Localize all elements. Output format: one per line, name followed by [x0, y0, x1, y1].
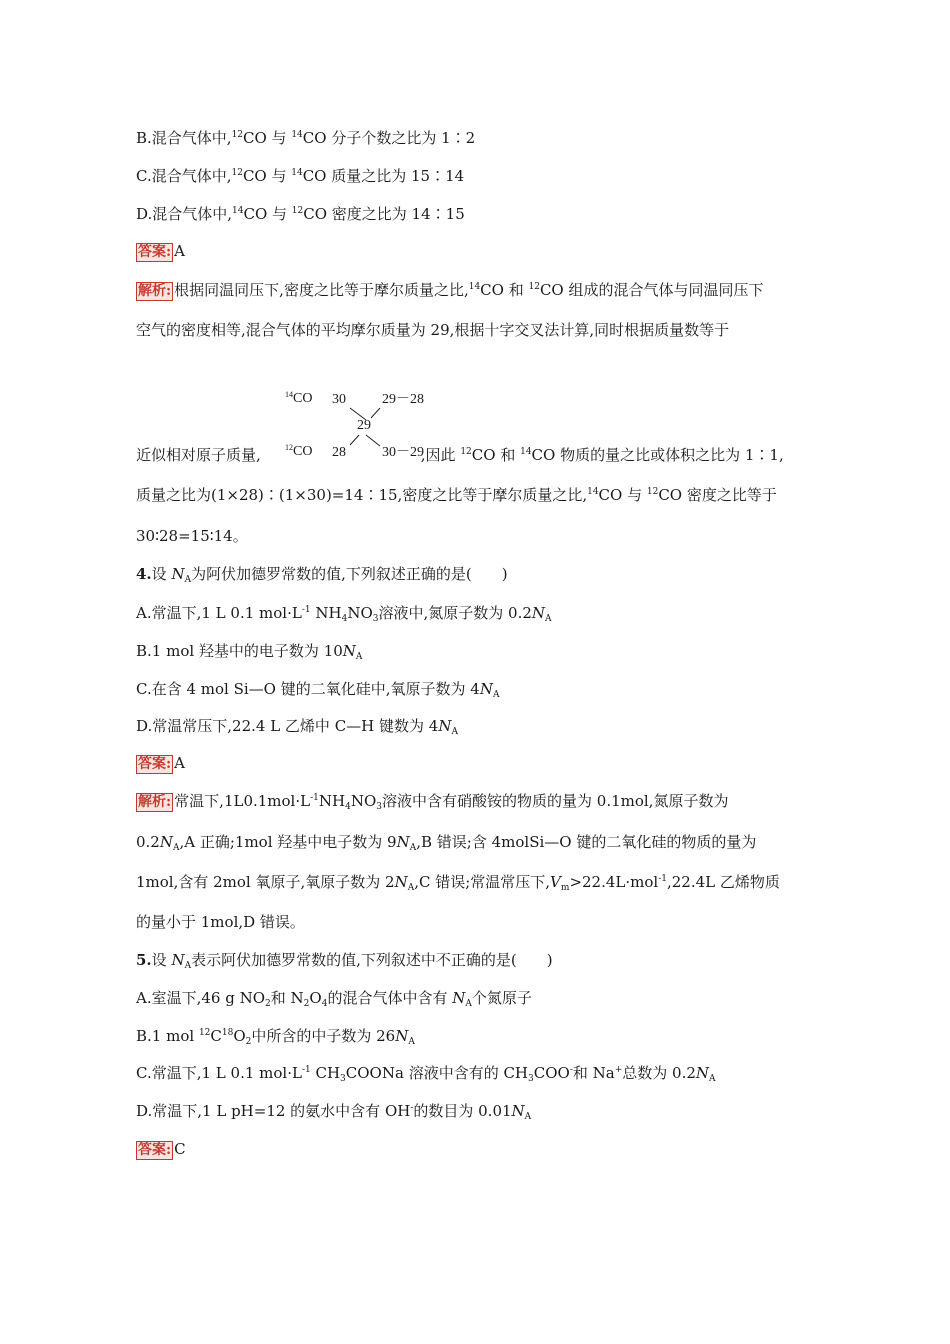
- q5-answer: 答案: C: [138, 1140, 186, 1158]
- analysis-label: 解析:: [138, 794, 172, 810]
- diagram-top-right: 29－28: [382, 392, 424, 407]
- q4-analysis-line-2: $0.2N_A,A$ 正确;1mol 羟基中电子数为 $9N_A,B$ 错误;含 4molSi—O 键的二氧化硅的物质的量为: [136, 833, 757, 853]
- q4-analysis-line-1: 解析: 常温下$,1L0.1mol\cdot L^{-1}NH_4NO_3$溶液中含有硝酸铵的物质的量为 0.1mol,氮原子数为: [138, 792, 729, 812]
- q3-analysis-line-3: 近似相对原子质量, ,因此 $^{12}$CO 和 $^{14}$CO 物质的量之比或体积之比为 1∶1,: [136, 446, 784, 464]
- q4-option-b: B.1 mol 羟基中的电子数为 $10N_A$: [136, 642, 363, 662]
- q3-option-c: C.混合气体中,$^{12}$CO 与 $^{14}$CO 质量之比为 15∶14: [136, 167, 465, 185]
- q4-option-d: D.常温常压下,22.4 L 乙烯中 C—H 键数为 $4N_A$: [136, 717, 458, 737]
- q4-analysis-line-4: 的量小于 1mol,D 错误。: [136, 913, 305, 931]
- answer-label: 答案:: [138, 756, 172, 772]
- answer-label: 答案:: [138, 1142, 172, 1158]
- q4-option-c: C.在含 4 mol Si—O 键的二氧化硅中,氧原子数为 $4N_A$: [136, 680, 500, 700]
- diagram-top-species: $^{14}$CO: [285, 390, 313, 406]
- q5-option-a: A.室温下,46 g $NO_2$和 $N_2O_4$的混合气体中含有 $N_A$个氮原子: [136, 989, 532, 1009]
- diagram-bottom-left: 28: [332, 445, 346, 460]
- q4-answer: 答案: A: [138, 754, 186, 772]
- analysis-label: 解析:: [138, 283, 172, 299]
- q3-analysis-line-5: 30∶28=15∶14。: [136, 527, 248, 545]
- diagram-top-left: 30: [332, 392, 346, 407]
- q4-stem: 4.设 $N_A$为阿伏加德罗常数的值,下列叙述正确的是( ): [136, 565, 508, 585]
- diagram-bottom-right: 30－29: [382, 445, 424, 460]
- q5-option-c: C.常温下,1 L 0.1 $mol\cdot L^{-1}$ $CH_3COONa$ 溶液中含有的 $CH_3COO^-$和 Na+总数为 $0.2N_A$: [136, 1064, 716, 1084]
- q4-option-a: A.常温下,1 L 0.1 $mol\cdot L^{-1}$ $NH_4NO_3$溶液中,氮原子数为 $0.2N_A$: [136, 604, 552, 624]
- q3-option-d: D.混合气体中,$^{14}$CO 与 $^{12}$CO 密度之比为 14∶15: [136, 205, 465, 223]
- q3-analysis-line-4: 质量之比为(1×28)∶(1×30)=14∶15,密度之比等于摩尔质量之比,$^{14}$CO 与 $^{12}$CO 密度之比等于: [136, 486, 777, 504]
- q5-option-d: D.常温下,1 L pH=12 的氨水中含有 OH-的数目为 $0.01N_A$: [136, 1102, 532, 1122]
- q5-option-b: B.1 mol $^{12}C^{18}O_2$中所含的中子数为 $26N_A$: [136, 1027, 415, 1047]
- diagram-bottom-species: $^{12}$CO: [285, 443, 313, 459]
- diagram-center: 29: [357, 418, 371, 433]
- q5-stem: 5.设 $N_A$表示阿伏加德罗常数的值,下列叙述中不正确的是( ): [136, 951, 553, 971]
- q4-analysis-line-3: 1mol,含有 2mol 氧原子,氧原子数为 $2N_A,C$ 错误;常温常压下$,V_m>22.4L\cdot mol^{-1},22.4L$ 乙烯物质: [136, 873, 780, 893]
- q3-answer: 答案: A: [138, 242, 186, 260]
- q3-analysis-line-2: 空气的密度相等,混合气体的平均摩尔质量为 29,根据十字交叉法计算,同时根据质量数等于: [136, 321, 730, 339]
- q3-analysis-line-1: 解析: 根据同温同压下,密度之比等于摩尔质量之比,$^{14}$CO 和 $^{12}$CO 组成的混合气体与同温同压下: [138, 281, 764, 299]
- q3-option-b: B.混合气体中,$^{12}$CO 与 $^{14}$CO 分子个数之比为 1∶2: [136, 129, 476, 147]
- answer-label: 答案:: [138, 244, 172, 260]
